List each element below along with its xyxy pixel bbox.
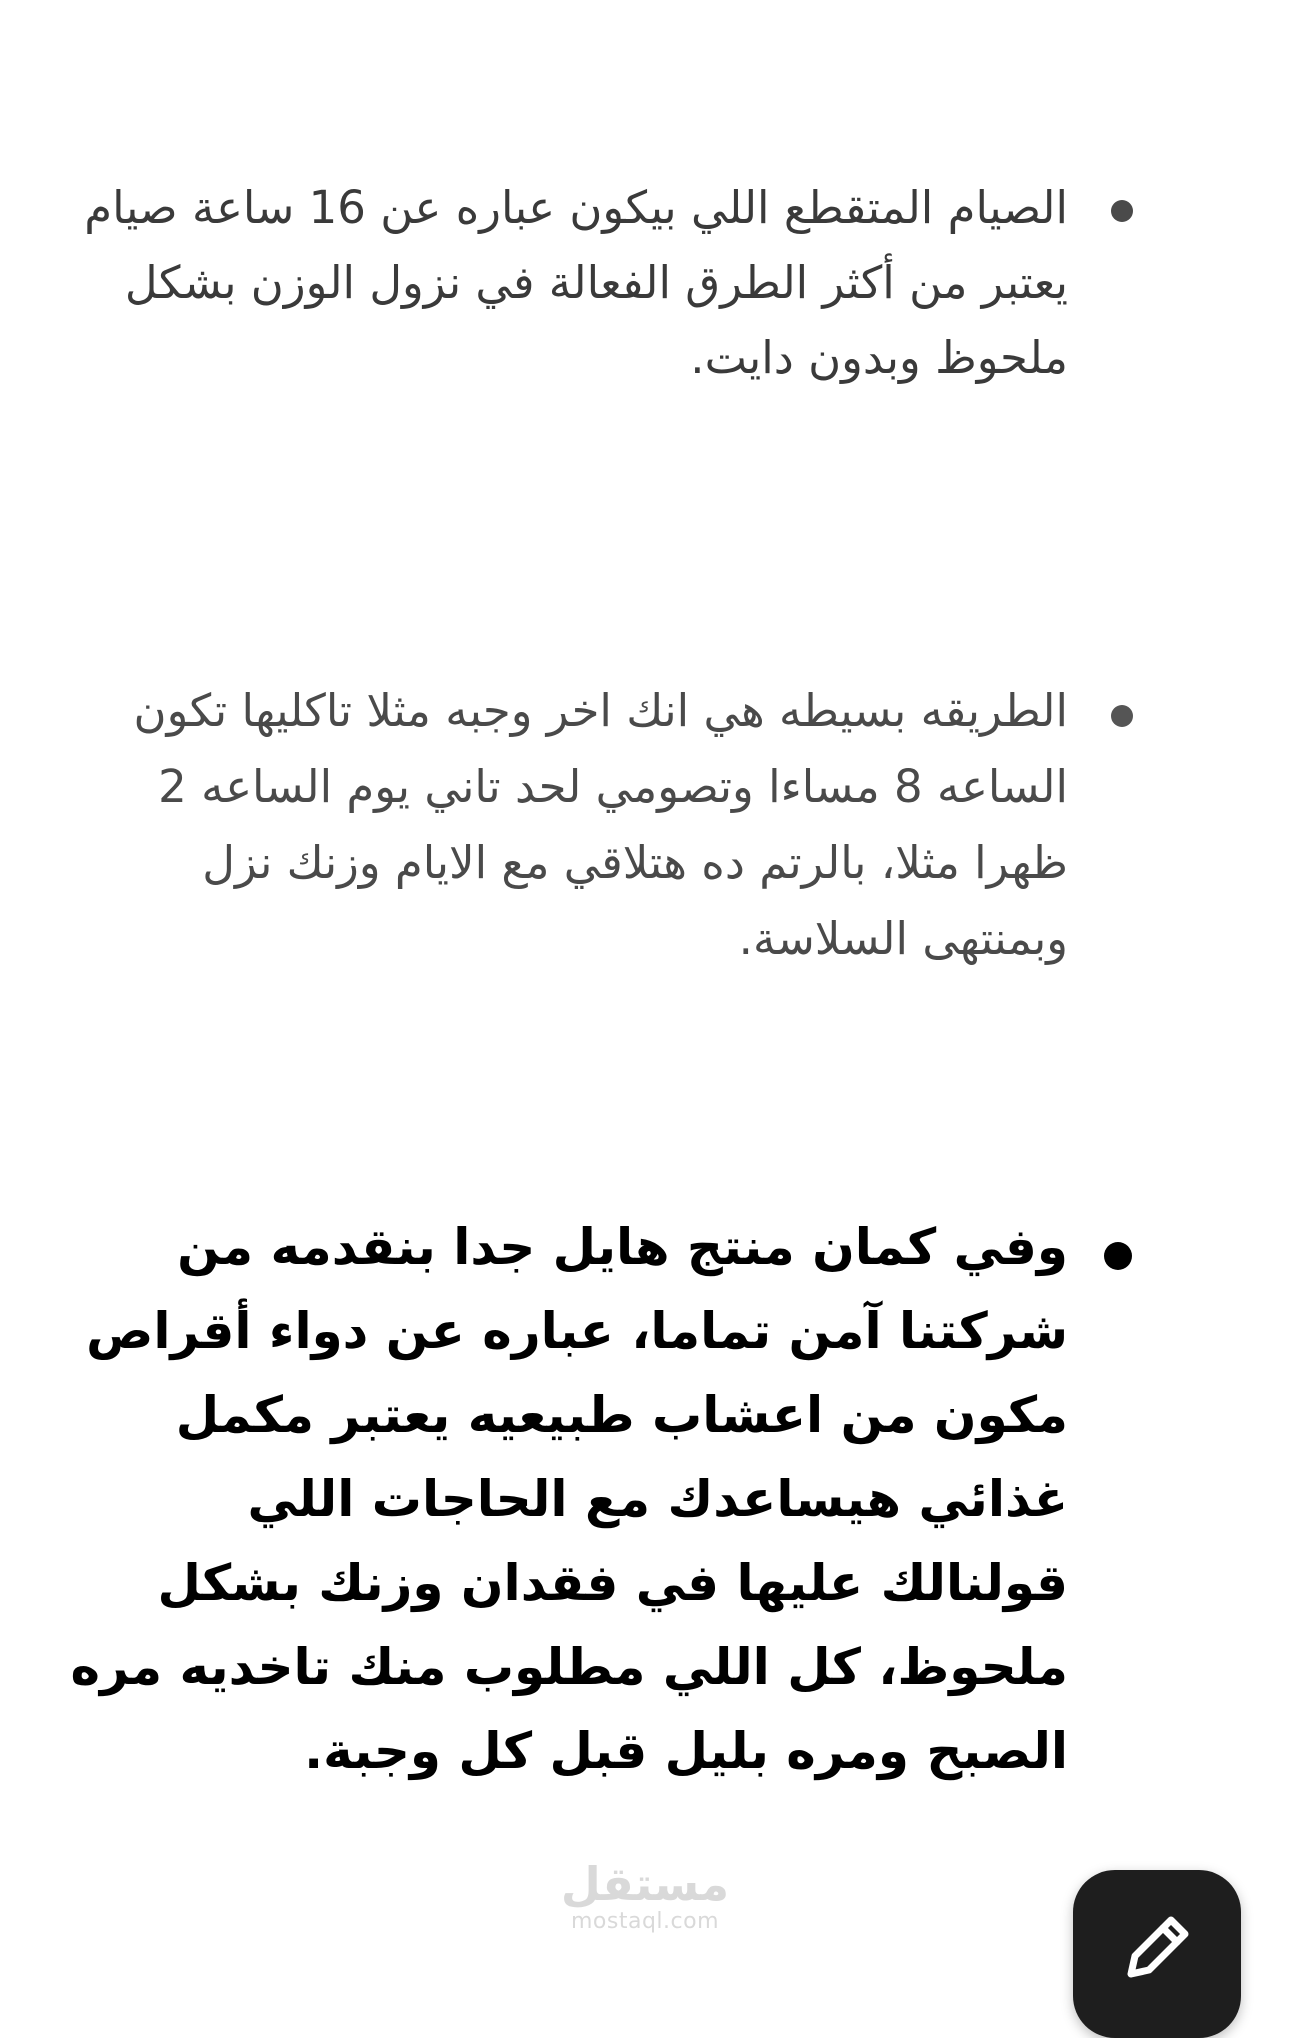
paragraph-text: الطريقه بسيطه هي انك اخر وجبه مثلا تاكليها تكون الساعه 8 مساءا وتصومي لحد تاني يوم الساعه 2 ظهرا مثلا، بالرتم ده هتلاقي مع الايام وزنك نزل وبمنتهى السلاسة. — [133, 684, 1068, 965]
mostaql-watermark — [555, 1858, 735, 1938]
watermark-arabic: مستقل — [560, 1857, 730, 1911]
edit-button[interactable] — [1073, 1870, 1241, 2038]
bullet-point — [1111, 705, 1133, 727]
paragraph-text: وفي كمان منتج هايل جدا بنقدمه من شركتنا آمن تماما، عباره عن دواء أقراص مكون من اعشاب طبيعيه يعتبر مكمل غذائي هيساعدك مع الحاجات اللي قولنالك عليها في فقدان وزنك بشكل ملحوظ، كل اللي مطلوب منك تاخديه مره الصبح ومره بليل قبل كل وجبة. — [70, 1218, 1068, 1780]
paragraph-intermittent-fasting — [83, 170, 1068, 395]
paragraph-method — [83, 673, 1068, 977]
paragraph-product — [68, 1205, 1068, 1793]
bullet-point — [1104, 1242, 1132, 1270]
bullet-point — [1111, 200, 1133, 222]
watermark-domain: mostaql.com — [570, 1909, 720, 1934]
paragraph-text: الصيام المتقطع اللي بيكون عباره عن 16 ساعة صيام يعتبر من أكثر الطرق الفعالة في نزول الوزن بشكل ملحوظ وبدون دايت. — [84, 181, 1068, 384]
pencil-icon — [1109, 1900, 1205, 1996]
